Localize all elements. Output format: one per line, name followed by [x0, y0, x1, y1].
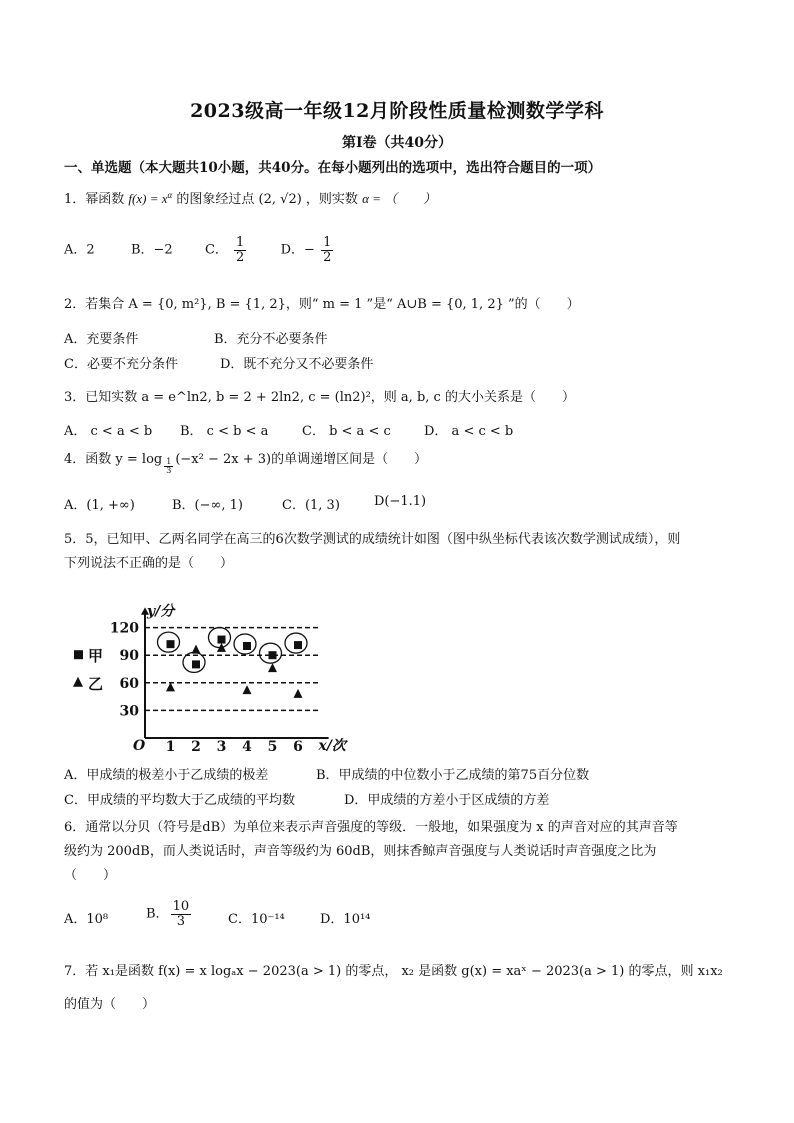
- q1-option-d: D．−: [280, 242, 315, 258]
- q6-option-c: C．10⁻¹⁴: [228, 912, 285, 927]
- series-jia-point: [243, 642, 251, 650]
- x-tick-label: 2: [191, 739, 201, 755]
- question-6-stem-line-3: （ ）: [64, 868, 117, 883]
- q5-option-b: B．甲成绩的中位数小于乙成绩的第75百分位数: [316, 768, 590, 783]
- origin-label: O: [133, 738, 146, 754]
- q1-option-d-fraction: $\frac{1}{2}$: [323, 235, 332, 265]
- question-5-stem-line-1: 5．5，已知甲、乙两名同学在高三的6次数学测试的成绩统计如图（图中纵坐标代表该次数学测试成绩），则: [64, 532, 681, 547]
- q2-option-a: A．充要条件: [64, 332, 139, 347]
- series-yi-point: [243, 685, 252, 694]
- x-tick-label: 6: [293, 739, 303, 755]
- legend-yi-marker: [73, 677, 83, 687]
- series-yi-point: [166, 682, 175, 691]
- q4-stem-b: (−x² − 2x + 3)的单调递增区间是（ ）: [175, 452, 428, 467]
- q4-log-base: $\frac{1}{3}$: [166, 456, 172, 475]
- y-tick-label: 90: [119, 648, 139, 665]
- q1-option-a: A．2: [64, 242, 95, 258]
- q5-option-a: A．甲成绩的极差小于乙成绩的极差: [64, 768, 269, 783]
- question-6-stem-line-1: 6．通常以分贝（符号是dB）为单位来表示声音强度的等级．一般地，如果强度为 x 的声音对应的其声音等: [64, 820, 678, 835]
- q3-option-a: A． c < a < b: [64, 424, 153, 439]
- q4-option-a: A．(1, +∞): [64, 498, 135, 513]
- q1-option-c: C．: [204, 242, 228, 258]
- question-2-stem: 2．若集合 A = {0, m²}, B = {1, 2}，则“ m = 1 ”是“ A∪B = {0, 1, 2} ”的（ ）: [64, 297, 580, 312]
- q1-stem-f: α = （ ）: [362, 191, 437, 206]
- y-axis-label: y/分: [147, 603, 175, 620]
- q4-stem-a: 4．函数 y = log: [64, 452, 163, 467]
- series-yi-point: [268, 663, 277, 672]
- series-jia-point: [294, 641, 302, 649]
- q4-option-d: D(−1.1): [374, 494, 427, 509]
- y-tick-label: 120: [109, 620, 139, 637]
- part-subtitle: 第Ⅰ卷（共40分）: [341, 135, 453, 151]
- q5-option-d: D．甲成绩的方差小于区成绩的方差: [344, 793, 550, 808]
- page-title: 2023级高一年级12月阶段性质量检测数学学科: [190, 100, 604, 122]
- q3-option-b: B． c < b < a: [180, 424, 269, 439]
- question-5-stem-line-2: 下列说法不正确的是（ ）: [64, 556, 234, 571]
- series-yi-point: [294, 689, 303, 698]
- legend-jia-marker: [74, 650, 83, 659]
- q6-option-d: D．10¹⁴: [320, 912, 371, 927]
- q1-stem-c: 的图象经过点: [176, 192, 255, 207]
- question-1-options: [64, 236, 335, 264]
- question-1-stem: 1．幂函数 $f(x) = x^\alpha$ 的图象经过点 (2, √2) ，则实数 α = （ ）: [64, 189, 437, 207]
- series-jia-point: [269, 651, 277, 659]
- y-tick-label: 30: [119, 703, 139, 720]
- question-4-stem: [64, 448, 427, 475]
- section-heading: 一、单选题（本大题共10小题，共40分。在每小题列出的选项中，选出符合题目的一项）: [64, 160, 602, 176]
- q2-option-d: D．既不充分又不必要条件: [220, 357, 374, 372]
- x-tick-label: 3: [216, 739, 227, 755]
- y-tick-label: 60: [119, 675, 139, 692]
- q2-option-c: C．必要不充分条件: [64, 357, 178, 372]
- q6-option-b-fraction: $\frac{10}{3}$: [172, 899, 190, 929]
- question-7-stem-line-1: 7．若 x₁是函数 f(x) = x logₐx − 2023(a > 1) 的零点， x₂ 是函数 g(x) = xaˣ − 2023(a > 1) 的零点，则 x₁x₂: [64, 964, 723, 979]
- q1-option-b: B．−2: [130, 242, 173, 258]
- x-tick-label: 4: [242, 739, 252, 755]
- x-axis-label: x/次: [318, 738, 346, 754]
- legend-jia-label: 甲: [88, 647, 104, 666]
- legend-yi-label: 乙: [88, 674, 104, 693]
- q5-option-c: C．甲成绩的平均数大于乙成绩的平均数: [64, 793, 295, 808]
- x-tick-label: 5: [267, 739, 278, 755]
- q1-option-c-fraction: $\frac{1}{2}$: [236, 235, 245, 265]
- series-jia-point: [167, 640, 175, 648]
- q2-option-b: B．充分不必要条件: [214, 332, 328, 347]
- question-3-stem: 3．已知实数 a = e^ln2, b = 2 + 2ln2, c = (ln2)²，则 a, b, c 的大小关系是（ ）: [64, 390, 575, 405]
- q6-option-a: A．10⁸: [64, 912, 109, 927]
- q3-option-d: D． a < c < b: [424, 424, 514, 439]
- q6-option-b: B． $\frac{10}{3}$: [146, 899, 190, 929]
- series-yi-point: [192, 645, 201, 654]
- question-7-stem-line-2: 的值为（ ）: [64, 997, 156, 1012]
- score-scatter-chart: [70, 580, 350, 755]
- q1-stem-a: 1．幂函数: [64, 192, 125, 207]
- x-tick-label: 1: [165, 739, 176, 755]
- q1-stem-e: ，则实数: [305, 192, 358, 207]
- series-jia-point: [192, 660, 200, 668]
- question-6-stem-line-2: 级约为 200dB，而人类说话时，声音等级约为 60dB，则抹香鲸声音强度与人类说话时声音强度之比为: [64, 844, 657, 859]
- q1-stem-b: f(x) = x: [128, 191, 168, 206]
- q4-option-c: C．(1, 3): [282, 498, 340, 513]
- q4-option-b: B．(−∞, 1): [172, 498, 243, 513]
- series-jia-point: [218, 636, 226, 644]
- q1-stem-d: (2, √2): [258, 192, 302, 207]
- q3-option-c: C． b < a < c: [302, 424, 391, 439]
